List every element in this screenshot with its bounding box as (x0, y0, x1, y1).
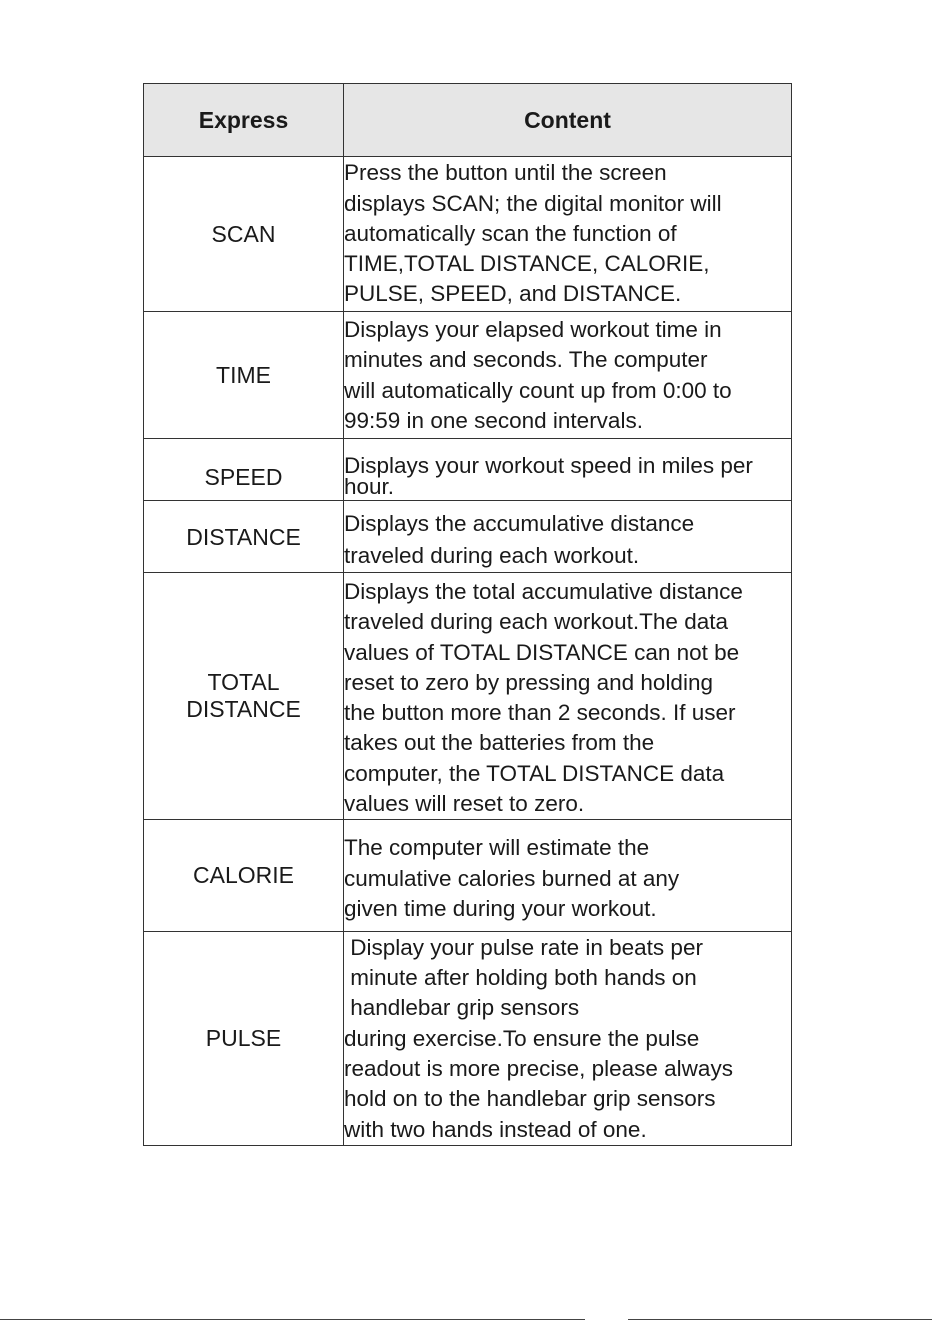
footer-rule-right (628, 1319, 932, 1320)
footer-rule-left (0, 1319, 585, 1320)
header-express: Express (144, 84, 344, 157)
table-row-distance (144, 501, 792, 573)
content-cell-total-distance: Displays the total accumulative distance traveled during each workout.The data values of TOTAL DISTANCE can not be reset to zero by pressing and holding the button more than 2 seconds. If user takes out the batteries from the computer, the TOTAL DISTANCE data values will reset to zero. (344, 573, 792, 820)
express-cell-pulse: PULSE (144, 932, 344, 1146)
content-cell-time: Displays your elapsed workout time in minutes and seconds. The computer will automatically count up from 0:00 to 99:59 in one second intervals. (344, 312, 792, 439)
table-row-time (144, 312, 792, 439)
table-row-scan (144, 157, 792, 312)
express-cell-scan: SCAN (144, 157, 344, 312)
header-content: Content (344, 84, 792, 157)
express-cell-speed: SPEED (144, 439, 344, 501)
table-header (144, 84, 792, 157)
express-cell-distance: DISTANCE (144, 501, 344, 573)
content-cell-pulse: Display your pulse rate in beats per minute after holding both hands on handlebar grip sensors during exercise.To ensure the pulse readout is more precise, please always hold on to the handlebar grip sensors with two hands instead of one. (344, 932, 792, 1146)
function-table (143, 83, 792, 1146)
content-cell-calorie: The computer will estimate the cumulative calories burned at any given time during your workout. (344, 820, 792, 932)
table-row-pulse (144, 932, 792, 1146)
content-cell-scan: Press the button until the screen displays SCAN; the digital monitor will automatically scan the function of TIME,TOTAL DISTANCE, CALORIE, PULSE, SPEED, and DISTANCE. (344, 157, 792, 312)
express-cell-total-distance: TOTAL DISTANCE (144, 573, 344, 820)
express-cell-calorie: CALORIE (144, 820, 344, 932)
content-cell-speed: Displays your workout speed in miles per hour. (344, 439, 792, 501)
express-cell-time: TIME (144, 312, 344, 439)
table-row-total-distance (144, 573, 792, 820)
table-row-speed (144, 439, 792, 501)
table-row-calorie (144, 820, 792, 932)
header-row (144, 84, 792, 157)
content-cell-distance: Displays the accumulative distance traveled during each workout. (344, 501, 792, 573)
